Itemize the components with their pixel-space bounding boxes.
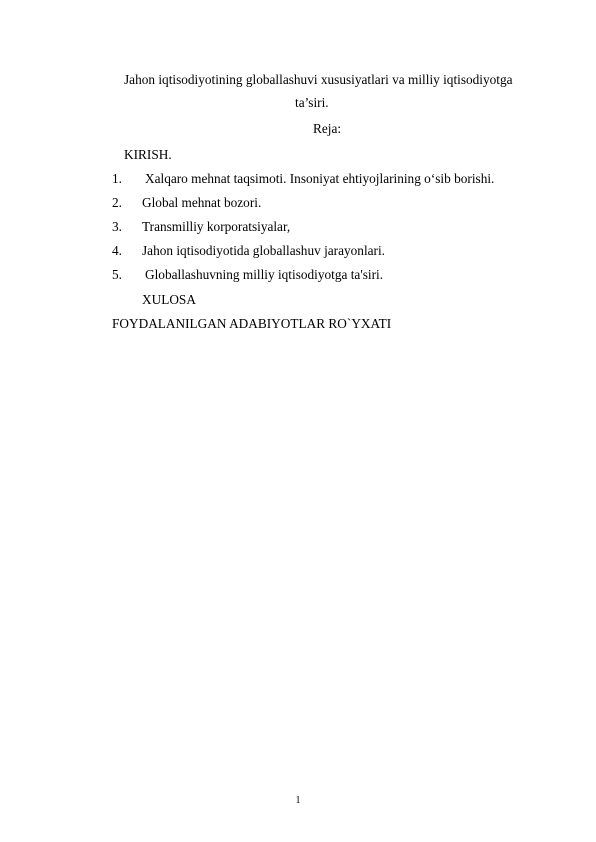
conclusion-heading: XULOSA	[142, 292, 196, 307]
list-item-number: 3.	[112, 219, 122, 234]
plan-heading: Reja:	[313, 121, 342, 136]
list-item-text: Transmilliy korporatsiyalar,	[142, 219, 291, 234]
references-heading: FOYDALANILGAN ADABIYOTLAR RO`YXATI	[112, 316, 392, 331]
list-item-text: Global mehnat bozori.	[142, 195, 262, 210]
title-line-2: ta’siri.	[295, 95, 329, 110]
page-number: 1	[295, 795, 301, 806]
list-item-number: 4.	[112, 243, 122, 258]
list-item-text: Jahon iqtisodiyotida globallashuv jarayonlari.	[142, 243, 385, 258]
list-item-number: 5.	[112, 267, 122, 282]
list-item-text: Xalqaro mehnat taqsimoti. Insoniyat ehtiyojlarining o‘sib borishi.	[145, 171, 495, 186]
list-item-number: 1.	[112, 171, 122, 186]
list-item-text: Globallashuvning milliy iqtisodiyotga ta'siri.	[145, 267, 384, 282]
intro-heading: KIRISH.	[124, 147, 172, 162]
title-line-1: Jahon iqtisodiyotining globallashuvi xususiyatlari va milliy iqtisodiyotga	[124, 72, 513, 87]
list-item-number: 2.	[112, 195, 122, 210]
